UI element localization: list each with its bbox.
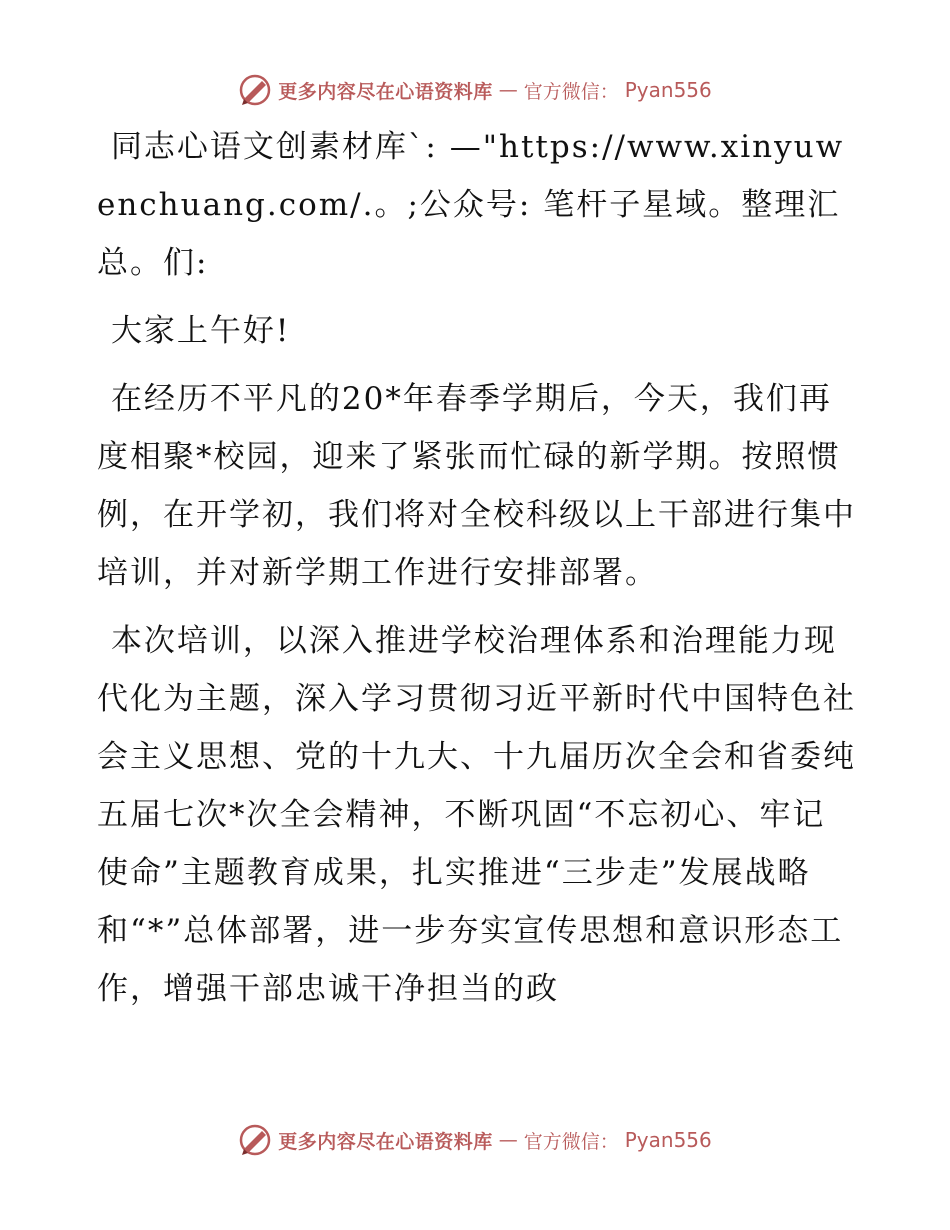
header-banner — [0, 70, 950, 110]
banner-dash: — — [498, 1129, 518, 1151]
banner-wechat-label: 官方微信： — [523, 80, 619, 103]
footer-banner — [0, 1120, 950, 1160]
pen-logo-icon — [238, 73, 272, 107]
banner-wechat-id: Pyan556 — [624, 1128, 712, 1152]
banner-wechat-label: 官方微信： — [523, 1130, 619, 1153]
banner-brand: 更多内容尽在心语资料库 — [278, 80, 493, 103]
paragraph-opening: 在经历不平凡的20*年春季学期后，今天，我们再度相聚*校园，迎来了紧张而忙碌的新学期。按照惯例，在开学初，我们将对全校科级以上干部进行集中培训，并对新学期工作进行安排部署。 — [97, 381, 856, 591]
paragraph-greeting: 大家上午好! — [110, 313, 291, 349]
pen-logo-icon — [238, 1123, 272, 1157]
banner-brand: 更多内容尽在心语资料库 — [278, 1130, 493, 1153]
paragraph-training-theme: 本次培训，以深入推进学校治理体系和治理能力现代化为主题，深入学习贯彻习近平新时代中国特色社会主义思想、党的十九大、十九届历次全会和省委纯五届七次*次全会精神，不断巩固“不忘初心、牢记使命”主题教育成果，扎实推进“三步走”发展战略和“*”总体部署，进一步夯实宣传思想和意识形态工作，增强干部忠诚干净担当的政 — [97, 623, 856, 1007]
banner-wechat-id: Pyan556 — [624, 78, 712, 102]
document-body — [97, 118, 857, 1028]
paragraph-intro: 同志心语文创素材库`: —"https://www.xinyuwenchuang.com/.。;公众号: 笔杆子星域。整理汇总。们: — [97, 129, 845, 281]
banner-dash: — — [498, 79, 518, 101]
